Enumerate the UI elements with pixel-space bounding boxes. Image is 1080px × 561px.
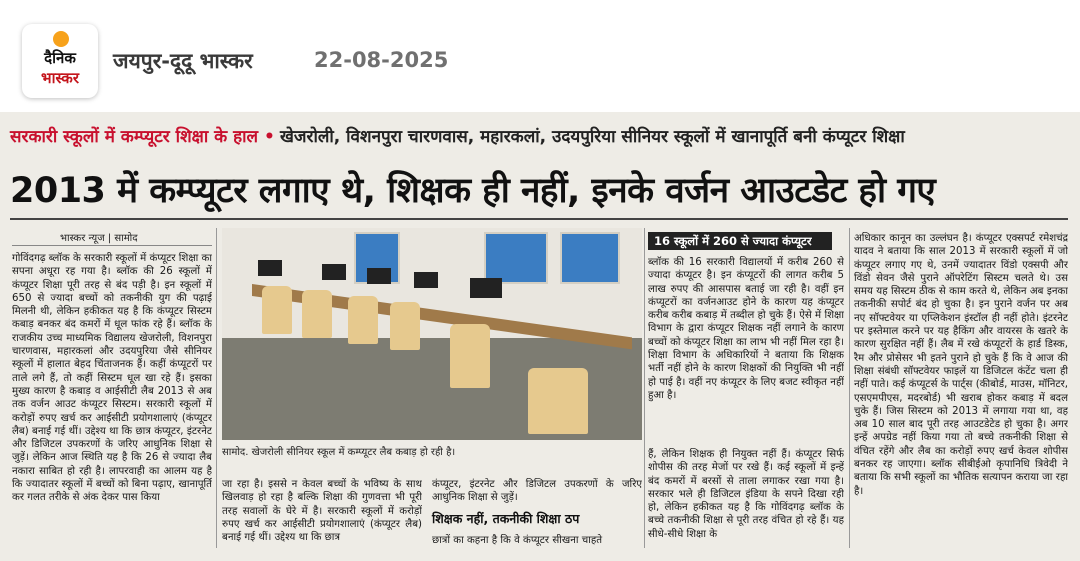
logo-line1: दैनिक (44, 49, 76, 67)
subhead-no-teacher: शिक्षक नहीं, तकनीकी शिक्षा ठप (432, 511, 580, 526)
edition-date: 22-08-2025 (314, 48, 449, 72)
column-divider (216, 228, 217, 548)
monitor (414, 272, 438, 288)
column-divider (644, 228, 645, 548)
kicker-red: सरकारी स्कूलों में कम्प्यूटर शिक्षा के हाल • (10, 127, 275, 147)
column-divider (849, 228, 850, 548)
column-4-text: ब्लॉक की 16 सरकारी विद्यालयों में करीब 260 से ज्यादा कंप्यूटर है। इन कंप्यूटरों की लागत करीब 5 लाख रुपए की आसपास बताई जा रही है। वहीं इन कंप्यूटरों का वर्जनआउट होने के कारण यह कंप्यूटर करीब करीब कबाड़ में तब्दील हो चुके हैं। ऐसे में शिक्षा विभाग के द्वारा कंप्यूटर शिक्षक नहीं लगाने के कारण बच्चों को कंप्यूटर शिक्षा का लाभ भी नहीं मिल रहा है। शिक्षा विभाग के अधिकारियों ने बताया कि शिक्षक भर्ती नहीं होने के कारण शिक्षकों की नियुक्ति भी नहीं हो पाई है। वहीं नए कंप्यूटर के लिए बजट स्वीकृत नहीं हुआ है। (648, 257, 844, 401)
chair (262, 286, 292, 334)
window (560, 232, 620, 284)
column-2-text: जा रहा है। इससे न केवल बच्चों के भविष्य के साथ खिलवाड़ हो रहा है बल्कि शिक्षा की गुणवत्ता भी पूरी तरह सवालों के घेरे में है। सरकारी स्कूलों में करोड़ों रुपए खर्च कर आईसीटी प्रयोगशालाएं (कंप्यूटर लैब) बनाई गई थीं। उद्देश्य था कि छात्र (222, 479, 422, 544)
subhead-box-260-computers: 16 स्कूलों में 260 से ज्यादा कंप्यूटर (648, 232, 832, 250)
computer-lab-photo[interactable] (222, 228, 642, 440)
byline-rule (12, 245, 212, 246)
monitor (367, 268, 391, 284)
chair (450, 324, 490, 388)
column-4 (648, 256, 844, 444)
column-1-text: गोविंदगढ़ ब्लॉक के सरकारी स्कूलों में कंप्यूटर शिक्षा का सपना अधूरा रह गया है। ब्लॉक की 26 स्कूलों में कंप्यूटर शिक्षा पूरी तरह से बंद पड़ी है। इन स्कूलों में 650 से ज्यादा बच्चों को तकनीकी युग की पढ़ाई मिलनी थी, लेकिन हकीकत यह है कि कंप्यूटर सिस्टम कबाड़ बनकर बंद कमरों में धूल फांक रहे हैं। ब्लॉक के राजकीय उच्च माध्यमिक विद्यालय खेजरोली, विशनपुरा चारणवास, महारकलां और उदयपुरिया जैसे सीनियर स्कूलों में हालात बेहद चिंताजनक हैं। कहीं कंप्यूटरों पर ताले लगे हैं, तो कहीं सिस्टम धूल खा रहे हैं। इसका मुख्य कारण है कबाड़ व आईसीटी लैब 2013 से अब तक वर्जन आउट कंप्यूटर सिस्टम। सरकारी स्कूलों में करोड़ों रुपए खर्च कर आईसीटी प्रयोगशालाएं (कंप्यूटर लैब) बनाई गई थीं। उद्देश्य था कि छात्र कंप्यूटर, इंटरनेट और डिजिटल उपकरणों के जरिए आधुनिक शिक्षा से जुड़ें। लेकिन आज स्थिति यह है कि 26 से ज्यादा लैब नकारा साबित हो रही है। लापरवाही का आलम यह है कि ज्यादातर स्कूलों में बच्चों को बिना पढ़ाए, खानापूर्ति कर गलत तरीके से अंक देकर पास किया (12, 253, 212, 504)
headline: 2013 में कम्प्यूटर लगाए थे, शिक्षक ही नहीं, इनके वर्जन आउटडेट हो गए (10, 171, 936, 211)
column-4b (648, 448, 844, 548)
byline: भास्कर न्यूज | सामोद (60, 233, 138, 244)
sun-icon (53, 31, 69, 47)
chair (302, 290, 332, 338)
kicker-line (10, 124, 1070, 160)
photo-caption: सामोद. खेजरोली सीनियर स्कूल में कम्प्यूटर लैब कबाड़ हो रही है। (222, 447, 456, 458)
chair (528, 368, 588, 434)
column-2 (222, 478, 422, 548)
kicker-black: खेजरोली, विशनपुरा चारणवास, महारकलां, उदयपुरिया सीनियर स्कूलों में खानापूर्ति बनी कंप्यूटर शिक्षा (279, 127, 905, 147)
logo-line2: भास्कर (41, 69, 79, 87)
column-3b-text: छात्रों का कहना है कि वे कंप्यूटर सीखना चाहते (432, 535, 603, 546)
chair (348, 296, 378, 344)
column-5-text: अधिकार कानून का उल्लंघन है। कंप्यूटर एक्सपर्ट रमेशचंद्र यादव ने बताया कि साल 2013 में सरकारी स्कूलों में जो कंप्यूटर लगाए गए थे, उनमें ज्यादातर विंडो एक्सपी और विंडो सेवन जैसे पुराने ऑपरेटिंग सिस्टम चलते थे। उस समय यह सिस्टम ठीक से काम करते थे, लेकिन अब इनका तकनीकी सपोर्ट बंद हो चुका है। इन पुराने वर्जन पर अब नए सॉफ्टवेयर या एप्लिकेशन इंस्टॉल ही नहीं होते। इंटरनेट पर इस्तेमाल करने पर यह हैकिंग और वायरस के खतरे के कारण सुरक्षित नहीं हैं। लैब में रखे कंप्यूटरों के हार्ड डिस्क, रैम और प्रोसेसर भी इतने पुराने हो चुके हैं कि वे आज की शिक्षा संबंधी सॉफ्टवेयर फाइलें या डिजिटल कंटेंट चला ही नहीं पाते। कई कंप्यूटर्स के पार्ट्स (कीबोर्ड, माउस, मॉनिटर, एसएमपीएस, मदरबोर्ड) भी खराब होकर कबाड़ में बदल चुके हैं। जिस सिस्टम को 2013 में लगाया गया था, वह अब 10 साल बाद पूरी तरह आउटडेटेड हो चुका है। अगर इन्हें अपग्रेड नहीं किया गया तो बच्चे तकनीकी शिक्षा से वंचित रहेंगे और लैब का करोड़ों रुपए खर्च केवल शोपीस बनकर रह जाएगा। ब्लॉक सीबीईओ कृपानिधि त्रिवेदी ने बताया कि सभी स्कूलों का भौतिक सत्यापन कराया जा रहा है। (854, 233, 1068, 497)
column-3-text: कंप्यूटर, इंटरनेट और डिजिटल उपकरणों के जरिए आधुनिक शिक्षा से जुड़ें। (432, 479, 642, 504)
dainik-bhaskar-logo[interactable] (22, 24, 98, 98)
top-bar (0, 0, 1080, 112)
column-1 (12, 252, 212, 548)
edition-name: जयपुर-दूदू भास्कर (113, 49, 253, 73)
column-3b (432, 534, 642, 548)
monitor (258, 260, 282, 276)
chair (390, 302, 420, 350)
column-5 (854, 232, 1068, 548)
headline-rule (10, 218, 1068, 220)
monitor (470, 278, 502, 298)
window (484, 232, 548, 284)
column-4b-text: हैं, लेकिन शिक्षक ही नियुक्त नहीं हैं। कंप्यूटर सिर्फ शोपीस की तरह मेजों पर रखे हैं। कई स्कूलों में इन्हें बंद कमरों में बरसों से ताला लगाकर रखा गया है। सरकार भले ही डिजिटल इंडिया के सपने दिखा रही हो, लेकिन हकीकत यह है कि गोविंदगढ़ ब्लॉक के बच्चे तकनीकी शिक्षा से पूरी तरह वंचित हो रहे हैं। यह सीधे-सीधे शिक्षा के (648, 449, 844, 540)
column-3 (432, 478, 642, 508)
monitor (322, 264, 346, 280)
